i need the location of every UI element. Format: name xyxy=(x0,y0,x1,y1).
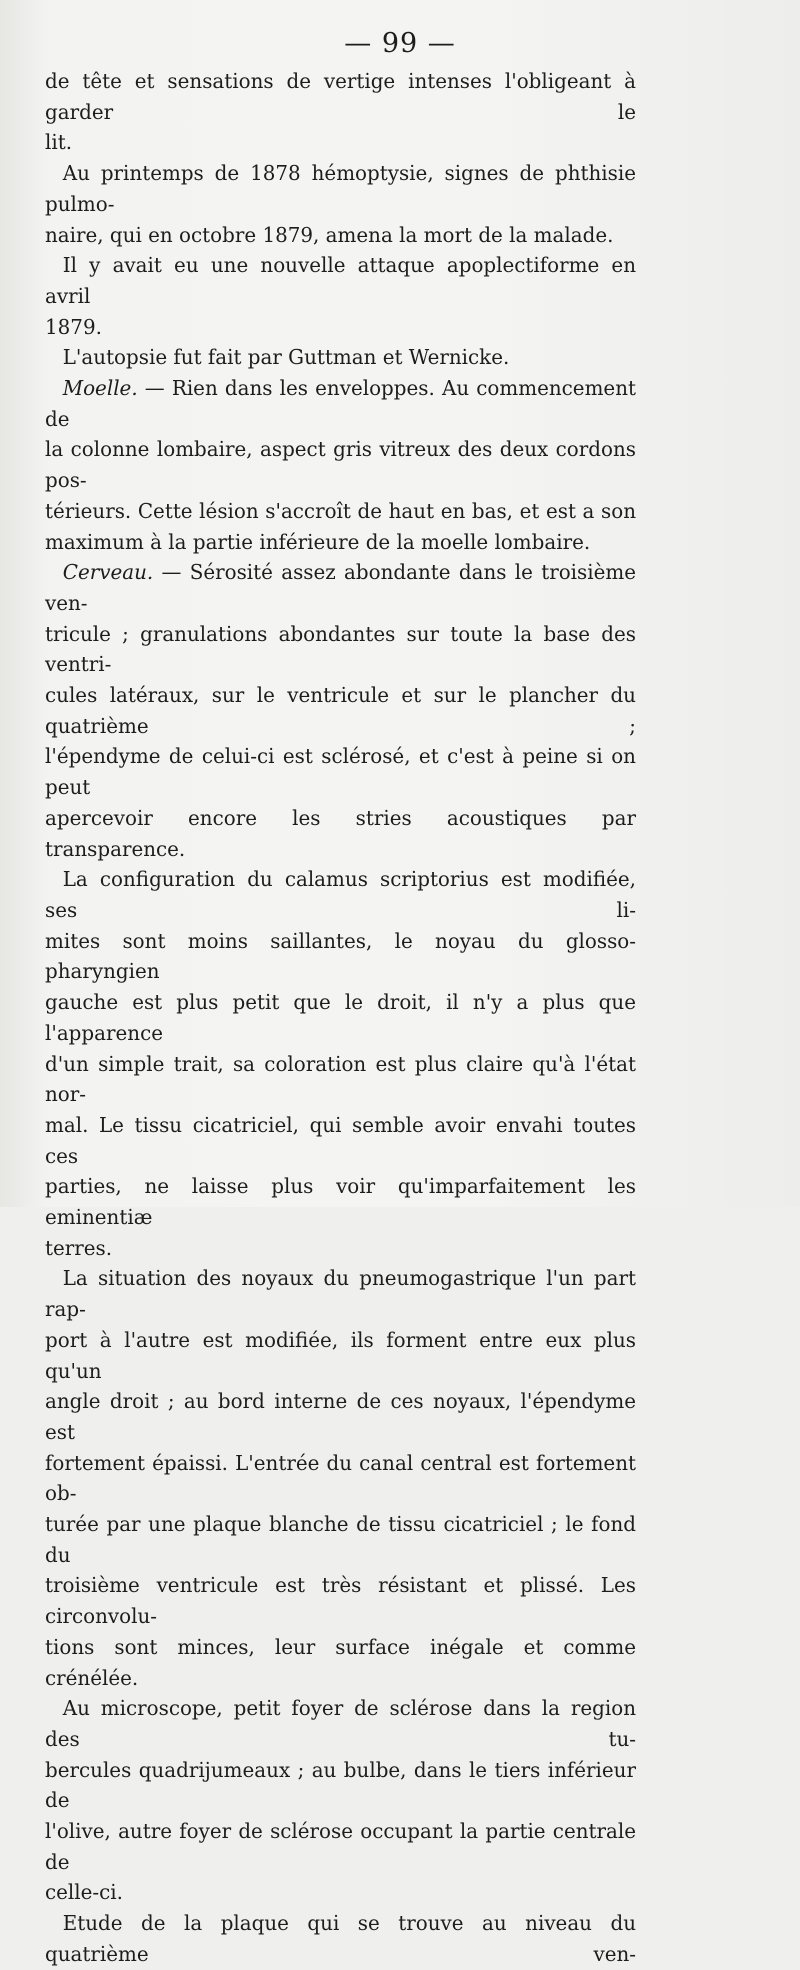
text-line: de tête et sensations de vertige intenses l'obligeant à garder le xyxy=(45,69,636,124)
paragraph-moelle xyxy=(45,373,636,557)
text-line: L'autopsie fut fait par Guttman et Wernicke. xyxy=(62,345,510,370)
text-line: troisième ventricule est très résistant et plissé. Les circonvolu- xyxy=(45,1573,636,1629)
text-line: — Rien dans les enveloppes. Au commencement de xyxy=(45,376,636,431)
text-line: La situation des noyaux du pneumogastrique l'un part rap- xyxy=(45,1266,637,1322)
text-line: Au printemps de 1878 hémoptysie, signes de phthisie pulmo- xyxy=(45,161,637,216)
paragraph-2 xyxy=(45,158,636,250)
text-line: Au microscope, petit foyer de sclérose dans la region des tu- xyxy=(45,1696,637,1751)
text-line: — Sérosité assez abondante dans le troisième ven- xyxy=(45,560,636,615)
text-line: turée par une plaque blanche de tissu cicatriciel ; le fond du xyxy=(45,1512,636,1567)
text-line: tricule ; granulations abondantes sur toute la base des ventri- xyxy=(45,621,636,677)
paragraph-calamus xyxy=(45,864,636,1263)
text-line: celle-ci. xyxy=(45,1880,123,1905)
section-label-cerveau: Cerveau. xyxy=(62,560,154,585)
body-text xyxy=(45,66,636,1970)
text-line: térieurs. Cette lésion s'accroît de haut en bas, et est a son xyxy=(45,498,636,523)
text-line: lit. xyxy=(45,130,73,155)
text-line: terres. xyxy=(45,1235,113,1260)
text-line: d'un simple trait, sa coloration est plus claire qu'à l'état nor- xyxy=(45,1051,636,1107)
paragraph-3 xyxy=(45,250,636,342)
text-line: l'épendyme de celui-ci est sclérosé, et c'est à peine si on peut xyxy=(45,744,636,800)
text-line: bercules quadrijumeaux ; au bulbe, dans le tiers inférieur de xyxy=(45,1757,636,1813)
text-line: port à l'autre est modifiée, ils forment entre eux plus qu'un xyxy=(45,1327,636,1383)
page-number: — 99 — xyxy=(344,28,456,59)
text-line: Etude de la plaque qui se trouve au niveau du quatrième ven- xyxy=(45,1911,637,1966)
text-line: l'olive, autre foyer de sclérose occupant la partie centrale de xyxy=(45,1819,636,1874)
section-label-moelle: Moelle. xyxy=(62,376,138,401)
text-line: parties, ne laisse plus voir qu'imparfaitement les eminentiæ xyxy=(45,1174,636,1230)
text-line: angle droit ; au bord interne de ces noyaux, l'épendyme est xyxy=(45,1389,636,1444)
paragraph-cerveau xyxy=(45,557,636,864)
paragraph-microscope xyxy=(45,1693,636,1908)
text-line: mites sont moins saillantes, le noyau du glosso-pharyngien xyxy=(45,928,636,984)
text-line: La configuration du calamus scriptorius est modifiée, ses li- xyxy=(45,867,637,922)
paragraph-4 xyxy=(45,342,636,373)
paragraph-etude xyxy=(45,1908,636,1969)
text-line: mal. Le tissu cicatriciel, qui semble avoir envahi toutes ces xyxy=(45,1112,636,1168)
text-line: naire, qui en octobre 1879, amena la mort de la malade. xyxy=(45,222,614,247)
text-line: cules latéraux, sur le ventricule et sur le plancher du quatrième ; xyxy=(45,683,636,738)
text-line: maximum à la partie inférieure de la moelle lombaire. xyxy=(45,529,591,554)
text-line: Il y avait eu une nouvelle attaque apoplectiforme en avril xyxy=(45,253,637,308)
text-line: tions sont minces, leur surface inégale et comme crénélée. xyxy=(45,1634,636,1690)
text-line: apercevoir encore les stries acoustiques par transparence. xyxy=(45,805,636,861)
text-line: la colonne lombaire, aspect gris vitreux des deux cordons pos- xyxy=(45,437,636,493)
paragraph-1 xyxy=(45,66,636,158)
text-line: 1879. xyxy=(45,314,102,339)
text-line: gauche est plus petit que le droit, il n'y a plus que l'apparence xyxy=(45,990,636,1045)
text-line: fortement épaissi. L'entrée du canal central est fortement ob- xyxy=(45,1450,636,1506)
paragraph-pneumogastrique xyxy=(45,1263,636,1693)
